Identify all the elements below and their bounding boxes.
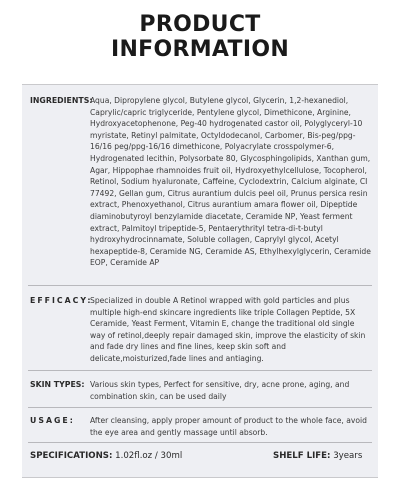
ingredients-label: INGREDIENTS: xyxy=(30,96,93,105)
ingredients-text: Aqua, Dipropylene glycol, Butylene glycol, Glycerin, 1,2-hexanediol, Caprylic/capric triglyceride, Pentylene glycol, Dimethicone, Arginine, Hydroxyacetophenone, Peg-40 hydrogenated castor oil, Polyglyceryl-10 myristate, Retinyl palmitate, Octyldodecanol, Carbomer, Bis-peg/ppg-16/16 peg/ppg-16/16 dimethicone, Polyacrylate crosspolymer-6, Hydrogenated lecithin, Polysorbate 80, Glycosphingolipids, Xanthan gum, Agar, Hippophae rhamnoides fruit oil, Hydroxyethylcellulose, Tocopherol, Retinol, Sodium hyaluronate, Caffeine, Cyclodextrin, Calcium alginate, CI 77492, Gellan gum, Citrus aurantium dulcis peel oil, Prunus persica resin extract, Phenoxyethanol, Citrus aurantium amara flower oil, Dipeptide diaminobutyroyl benzylamide diacetate, Ceramide NP, Yeast ferment extract, Palmitoyl tripeptide-5, Pentaerythrityl tetra-di-t-butyl hydroxyhydrocinnamate, Soluble collagen, Caprylyl glycol, Acetyl hexapeptide-8, Ceramide NG, Ceramide AS, Ethylhexylglycerin, Ceramide EOP, Ceramide AP xyxy=(90,96,371,268)
divider xyxy=(28,407,372,408)
skin-types-label: SKIN TYPES: xyxy=(30,380,85,389)
title-line-2: INFORMATION xyxy=(110,37,290,62)
specifications-label: SPECIFICATIONS: xyxy=(30,451,113,461)
skin-types-text: Various skin types, Perfect for sensitive, dry, acne prone, aging, and combination skin, can be used daily xyxy=(90,380,350,401)
specifications xyxy=(30,449,182,463)
specifications-value: 1.02fl.oz / 30ml xyxy=(115,451,183,461)
shelf-life-label: SHELF LIFE: xyxy=(273,451,331,461)
shelf-life xyxy=(273,449,362,463)
divider xyxy=(28,285,372,286)
page-title xyxy=(0,12,400,62)
efficacy-text: Specialized in double A Retinol wrapped with gold particles and plus multiple high-end skincare ingredients like triple Collagen Peptide, 5X Ceramide, Yeast Ferment, Vitamin E, change the traditional old single way of retinol,deeply repair damaged skin, improve the elasticity of skin and fade dry lines and fine lines, keep skin soft and delicate,moisturized,fade lines and antiaging. xyxy=(90,296,366,363)
info-panel xyxy=(22,84,378,478)
title-line-1: PRODUCT xyxy=(139,12,261,37)
efficacy-label: EFFICACY: xyxy=(30,296,93,305)
divider xyxy=(28,370,372,371)
usage-label: USAGE: xyxy=(30,416,75,425)
usage-text: After cleansing, apply proper amount of product to the whole face, avoid the eye area and gently massage until absorb. xyxy=(90,416,367,437)
shelf-life-value: 3years xyxy=(333,451,363,461)
divider xyxy=(28,442,372,443)
